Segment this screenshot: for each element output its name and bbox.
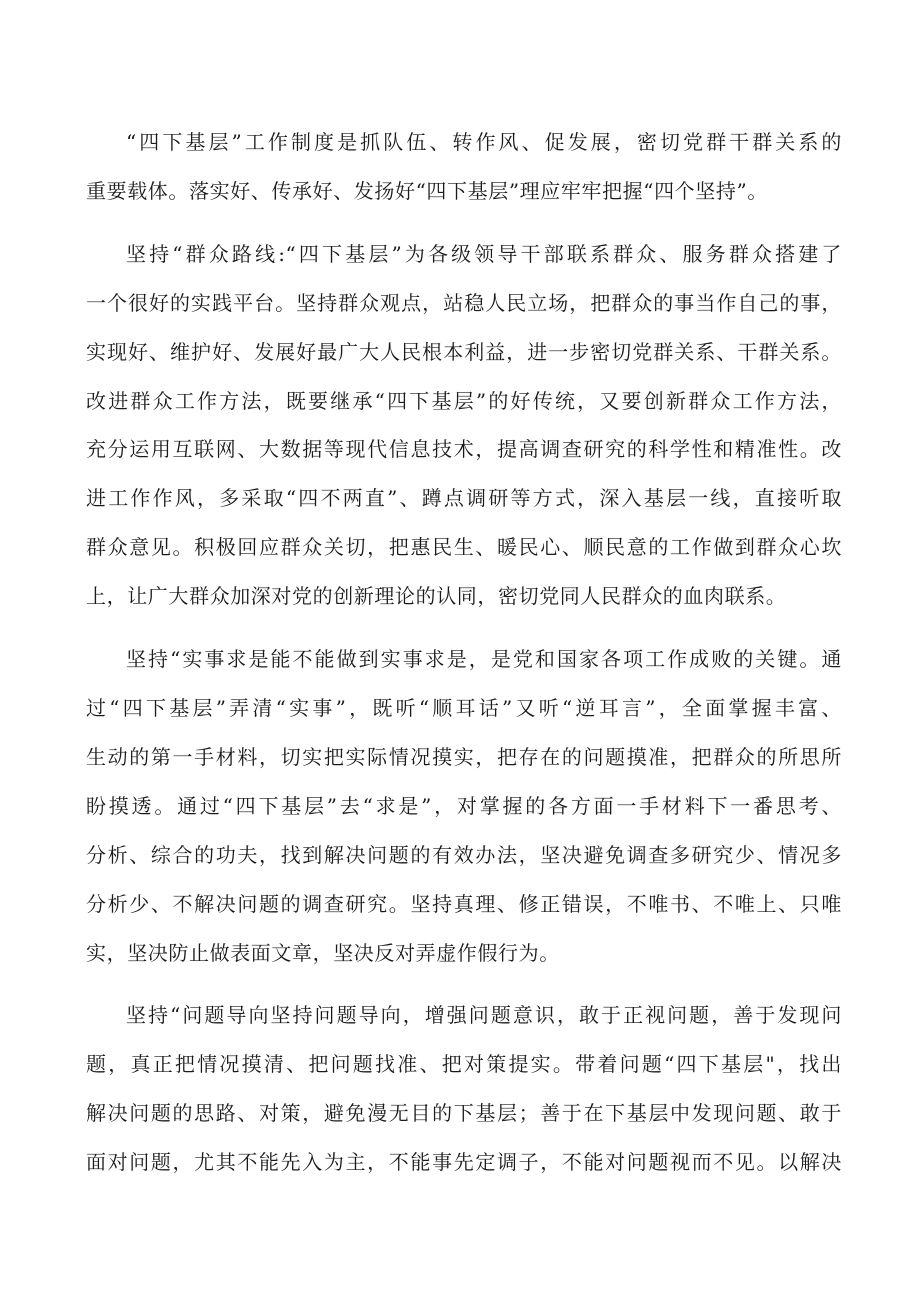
- text-line: 坚持“实事求是能不能做到实事求是，是党和国家各项工作成败的关键。通: [126, 647, 842, 672]
- paragraph-problem-oriented: [86, 991, 842, 1187]
- text-line: 实，坚决防止做表面文章，坚决反对弄虚作假行为。: [86, 940, 560, 965]
- text-line: 进工作作风，多采取“四不两直”、蹲点调研等方式，深入基层一线，直接听取: [86, 486, 842, 511]
- text-line: 生动的第一手材料，切实把实际情况摸实，把存在的问题摸准，把群众的所思所: [86, 744, 842, 769]
- text-line: 充分运用互联网、大数据等现代信息技术，提高调查研究的科学性和精准性。改: [86, 437, 842, 462]
- text-line: 改进群众工作方法，既要继承“四下基层”的好传统，又要创新群众工作方法，: [86, 388, 842, 413]
- text-line: 重要载体。落实好、传承好、发扬好“四下基层”理应牢牢把握“四个坚持”。: [86, 178, 768, 203]
- paragraph-mass-line: [86, 230, 842, 621]
- text-line: 解决问题的思路、对策，避免漫无目的下基层；善于在下基层中发现问题、敢于: [86, 1101, 842, 1126]
- text-line: “四下基层”工作制度是抓队伍、转作风、促发展，密切党群干群关系的: [126, 130, 842, 154]
- text-line: 群众意见。积极回应群众关切，把惠民生、暖民心、顺民意的工作做到群众心坎: [86, 535, 842, 560]
- paragraph-seek-truth: [86, 635, 842, 977]
- text-line: 题，真正把情况摸清、把问题找准、把对策提实。带着问题“四下基层"，找出: [86, 1052, 842, 1077]
- text-line: 实现好、维护好、发展好最广大人民根本利益，进一步密切党群关系、干群关系。: [86, 339, 842, 364]
- text-line: 盼摸透。通过“四下基层”去“求是”，对掌握的各方面一手材料下一番思考、: [86, 793, 842, 818]
- text-line: 一个很好的实践平台。坚持群众观点，站稳人民立场，把群众的事当作自己的事，: [86, 290, 842, 315]
- document-body: [86, 118, 842, 1187]
- text-line: 过“四下基层”弄清“实事”，既听“顺耳话”又听“逆耳言”，全面掌握丰富、: [86, 695, 842, 720]
- text-line: 分析少、不解决问题的调查研究。坚持真理、修正错误，不唯书、不唯上、只唯: [86, 891, 842, 916]
- text-line: 上，让广大群众加深对党的创新理论的认同，密切党同人民群众的血肉联系。: [86, 584, 787, 609]
- text-line: 坚持“问题导向坚持问题导向，增强问题意识，敢于正视问题，善于发现问: [126, 1003, 842, 1028]
- paragraph-four-adherences-intro: [86, 118, 842, 216]
- text-line: 面对问题，尤其不能先入为主，不能事先定调子，不能对问题视而不见。以解决: [86, 1150, 842, 1175]
- text-line: 坚持“群众路线:“四下基层”为各级领导干部联系群众、服务群众搭建了: [126, 241, 842, 266]
- text-line: 分析、综合的功夫，找到解决问题的有效办法，坚决避免调查多研究少、情况多: [86, 842, 842, 867]
